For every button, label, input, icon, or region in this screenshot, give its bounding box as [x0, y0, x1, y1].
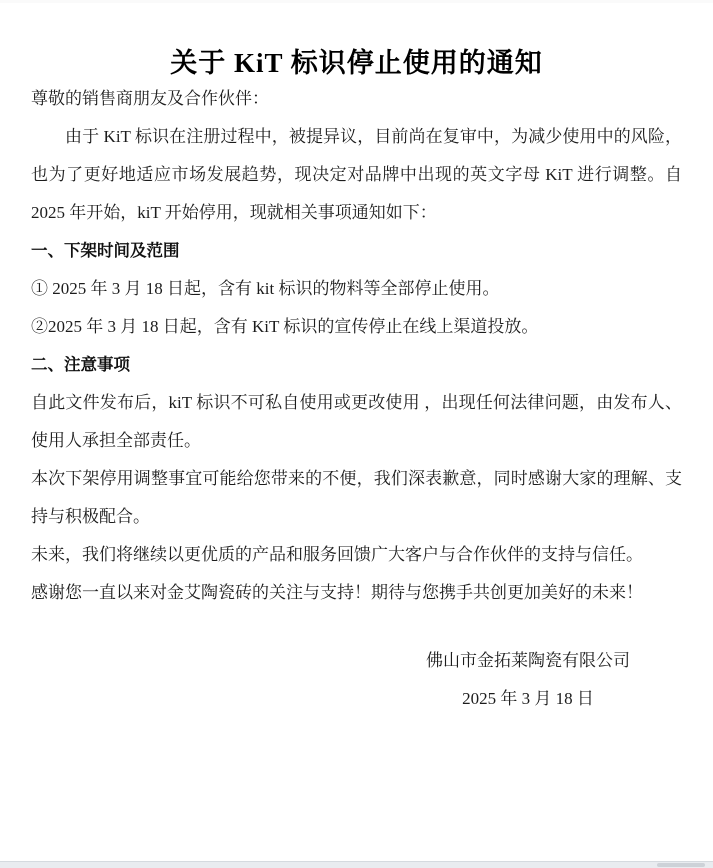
section1-item-2: ②2025 年 3 月 18 日起，含有 KiT 标识的宣传停止在线上渠道投放。 [31, 317, 539, 336]
section2-notice-1: 自此文件发布后，kiT 标识不可私自使用或更改使用 ，出现任何法律问题，由发布人、使用人承担全部责任。 [31, 393, 682, 450]
intro-paragraph: 由于 KiT 标识在注册过程中，被提异议，目前尚在复审中，为减少使用中的风险，也为了更好地适应市场发展趋势，现决定对品牌中出现的英文字母 KiT 进行调整。自 2025 年开始，kiT 开始停用，现就相关事项通知如下： [31, 127, 682, 222]
signature-block [426, 642, 630, 718]
section1-heading: 一、下架时间及范围 [31, 242, 180, 260]
section2-notice-2: 本次下架停用调整事宜可能给您带来的不便，我们深表歉意，同时感谢大家的理解、支持与积极配合。 [31, 469, 682, 526]
salutation-line: 尊敬的销售商朋友及合作伙伴： [31, 89, 269, 108]
document-body [0, 80, 713, 708]
section2-notice-3: 未来，我们将继续以更优质的产品和服务回馈广大客户与合作伙伴的支持与信任。 [31, 545, 643, 564]
section1-item-1: ① 2025 年 3 月 18 日起，含有 kit 标识的物料等全部停止使用。 [31, 279, 500, 298]
document-title: 关于 KiT 标识停止使用的通知 [170, 48, 543, 78]
section2-heading: 二、注意事项 [31, 356, 130, 374]
signature-company-name: 佛山市金拓莱陶瓷有限公司 [426, 651, 630, 670]
section2-notice-4: 感谢您一直以来对金艾陶瓷砖的关注与支持！期待与您携手共创更加美好的未来！ [31, 583, 643, 602]
scrollbar-thumb[interactable] [657, 863, 705, 867]
page-top-edge [0, 0, 713, 3]
bottom-edge-bar [0, 861, 713, 868]
signature-date: 2025 年 3 月 18 日 [462, 689, 594, 708]
